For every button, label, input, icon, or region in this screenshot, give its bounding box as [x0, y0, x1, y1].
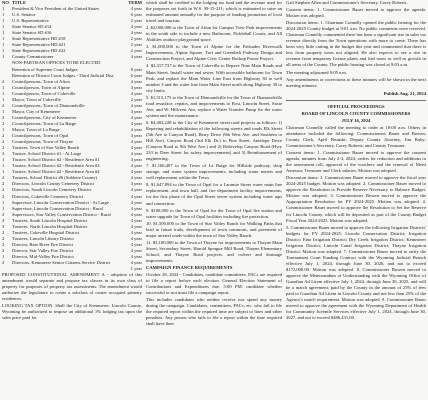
office-term: 4 year: [130, 247, 142, 253]
office-term: 4 year: [130, 163, 142, 169]
office-term: 4 year: [130, 30, 142, 36]
proceedings-heading: OFFICIAL PROCEEDINGS: [327, 103, 385, 109]
office-count: 2: [2, 181, 5, 187]
office-term: 4 year: [130, 211, 142, 217]
paragraph: Gail Stephen Allen and Commissioner's Secretary, Corey Roberts.: [286, 0, 408, 5]
office-title: Trustees, Lincoln Library District: [12, 235, 74, 241]
office-term: 4 year: [130, 229, 142, 235]
office-count: 2: [2, 241, 5, 247]
office-title: Trustees, North Lincoln Hospital District: [12, 223, 88, 229]
office-count: 1: [2, 96, 5, 102]
office-term: 4 year: [130, 235, 142, 241]
office-title: Councilpersons, Town of Diamondville: [12, 102, 85, 108]
office-term: 4 year: [130, 187, 142, 193]
office-title: Supervisor, Lincoln Conservation District - At Large: [12, 199, 109, 205]
office-title: Directors, Lincoln County Cemetery District: [12, 181, 95, 187]
header-no: NO: [2, 0, 9, 5]
office-title: Supervisor, Lincoln Conservation District - Rural: [12, 205, 103, 211]
office-count: 1: [2, 199, 5, 205]
office-title: U.S. Representative: [12, 18, 49, 24]
office-count: 1: [2, 6, 5, 12]
office-title: Directors, South Lincoln Cemetery District: [12, 187, 92, 193]
office-term: 4 year: [130, 175, 142, 181]
office-term: 4 year: [130, 199, 142, 205]
office-count: 2: [2, 193, 5, 199]
office-count: 1: [2, 24, 5, 30]
office-title: State Representative HD #18: [12, 36, 66, 42]
office-count: 1: [2, 90, 5, 96]
header-term: TERM: [128, 0, 142, 5]
header-title: TITLE: [12, 0, 27, 5]
office-title: Director, Mid-Valley Fire District: [12, 253, 74, 259]
office-count: 2: [2, 187, 5, 193]
office-title: Councilpersons, Town of La Barge: [12, 120, 77, 126]
office-term: 4 year: [130, 253, 142, 259]
office-title: U.S. Senator: [12, 12, 36, 18]
office-count: 2: [2, 78, 5, 84]
meeting-date: JULY 16, 2024: [341, 117, 371, 123]
paragraph: which shall be credited to the lodging tax fund and the revenue used for the purposes set forth in W.S. 39-15-211; which is estimated to raise an estimated amount annually for the purpose of funding promotion of local travel and tourism.: [146, 0, 282, 24]
office-count: 1: [2, 42, 5, 48]
office-title: Councilpersons, Town of Afton: [12, 78, 70, 84]
paragraph: 5. $1,515,175 to the Town of Diamondville for the Town of Diamondville road resurface, repairs, and improvements to First, Lincoln Street, Susie Ave, and W. Hillcrest Ave, replace a Water Transfer Pump for the water system and fire maintenance.: [146, 94, 282, 118]
office-title: Trustees, Town of Star Valley Ranch: [12, 145, 80, 151]
office-title: Director, Star Valley Fire District: [12, 247, 74, 253]
office-title: State Senator SD #14: [12, 24, 52, 30]
office-term: 4 year: [130, 108, 142, 114]
amendment-paragraph: PROPOSED CONSTITUTIONAL AMENDMENT A - adoption of this amendment would separate and propose tax classes in its own class of property for purposes of property tax assessments. The amendment would authorize the legislature to create a subclass of owner occupied primary residences.: [2, 272, 142, 302]
office-term: 4 year: [130, 260, 142, 266]
office-count: 2: [2, 175, 5, 181]
office-count: 2: [2, 260, 5, 266]
office-term: 4 year: [130, 120, 142, 126]
office-title: Trustee, School District #2 - Residence Area #3: [12, 163, 100, 169]
paragraph: 7. $1,166,487 to the Town of La Barge for Hillside pathway, shop storage, and water system improvements, including water meters and well replacement within the Town.: [146, 163, 282, 181]
office-count: 2: [2, 139, 5, 145]
office-title: NON-PARTISAN OFFICES TO BE ELECTED: [12, 60, 101, 66]
office-title: Councilpersons, Town of Opal: [12, 133, 69, 139]
office-title: Trustees, South Lincoln Hospital District: [12, 217, 88, 223]
paragraph: 9. $100,000 to the Town of Opal for the Town of Opal fire station and water upgrade for Town of Opal facilities including fire protection.: [146, 207, 282, 219]
paragraph: October 28, 2024 - Candidates, candidate committees, PACs are required to file a report before each election. General Election Statement of Contributions and Expenditures due. 5:00 PM, candidate whether successful or not must file a campaign report.: [146, 272, 282, 296]
office-title: State Representative HD #21: [12, 42, 66, 48]
office-term: 4 year: [130, 102, 142, 108]
office-count: 1: [2, 48, 5, 54]
office-term: 4 year: [130, 6, 142, 12]
office-title: President & Vice President of the United States: [12, 6, 100, 12]
office-term: 6 year: [130, 12, 142, 18]
paragraph: Consent items: 1. Commissioner Bauer moved to approve the consent agenda, minutes from July 2-3, 2024, orders for reduction and additions to the assessment roll, approval of the vouchers and the renewal of Merit Assessor, Treasurer and Clerk salaries. Motion was adopted.: [286, 150, 426, 174]
office-term: 4 year: [130, 169, 142, 175]
office-term: 4 year: [130, 181, 142, 187]
office-count: 1: [2, 169, 5, 175]
section-heading: CAMPAIGN FINANCE REQUIREMENTS: [146, 264, 233, 270]
office-title: Directors, Kemmerer Senior Citizens Service District: [12, 260, 111, 266]
office-count: 1: [2, 30, 5, 36]
office-term: 2 year: [130, 42, 142, 48]
office-count: 1: [2, 12, 5, 18]
office-count: 1: [2, 18, 5, 24]
paragraph: The meeting adjourned 9:05 a.m.: [286, 69, 347, 75]
office-count: 3: [2, 217, 5, 223]
office-count: 2: [2, 102, 5, 108]
office-title: Trustee, School District #1 - At Large: [12, 151, 82, 157]
column-3: [286, 0, 426, 400]
office-term: 4 year: [130, 114, 142, 120]
office-term: 2 year: [130, 18, 142, 24]
office-term: 4 year: [130, 193, 142, 199]
office-title: State Senator SD #16: [12, 30, 52, 36]
office-term: 1 year: [130, 266, 142, 272]
office-count: 2: [2, 114, 5, 120]
paragraph: 3. $1,000,000 to the Town of Alpine for the Palisades Riverwalk Improvements, Alpine Square, Turf and Greenbelt Pathway Design and Construction Project, and Alpine Civic Center Backup Power Project.: [146, 44, 282, 62]
office-title: Mayor, Town of La Barge: [12, 126, 60, 132]
office-term: 4 year: [130, 78, 142, 84]
office-term: 4 year: [130, 241, 142, 247]
office-title: Councilperson, Town of Alpine: [12, 84, 70, 90]
paragraph: 10. $1,500,000 to the Town of Star Valley Ranch for Walking Paths that lead to future trails, development of town commons, and pavement of major arterial roads within the town of Star Valley Ranch.: [146, 220, 282, 238]
paragraph: 2. $2,000,000 to the Town of Afton for Campus View Park improvements in the south side to include a new Bathroom, Pickleball Courts, and All Abilities outdoor playground space.: [146, 25, 282, 43]
paragraph: 4. $3,317,737 to the Town of Cokeville to Repave Nine Main Roads and Main Street. Install water and sewer. With accessible bathroom for Town Park, and replace the Main Water Line East from Highway 30 to well number 3 and the water line from Main Street north along Highway 30 to city limits.: [146, 63, 282, 93]
office-count: 2: [2, 235, 5, 241]
office-title: County Commissioner: [12, 54, 54, 60]
divider: [286, 100, 426, 101]
office-title: Mayor, City of Kemmerer: [12, 108, 61, 114]
paragraph: Discussion items: 1. Commissioner Bauer moved to approve the fiscal year 2024-2025 budget. Motion was adopted. 2. Commissioner Bauer moved to approve the Resolution to Provide Reserve Necessary to Balance Budget. Motion was adopted. 3. Commissioner Bowen moved to approve the Appropriation Resolution for FY 2024-2025. Motion was adopted. 4. Commissioner Bauer moved to approve the Resolution to Set the Reserve for Lincoln County, which will be deposited as part of the County Budget Fiscal Year 2024-2025. Motion was adopted.: [286, 175, 426, 223]
office-count: 2: [2, 229, 5, 235]
office-count: 1: [2, 108, 5, 114]
lodging-tax-paragraph: LOOKING TAX OPTION. Shall the City of Kemmerer, Lincoln County, Wyoming be authorized to impose an additional 1% lodging tax upon the sales price paid for: [2, 303, 142, 321]
paragraph: This includes candidates who neither receive nor spend any money during the campaign. Candidates, committees, PACs, etc. who fail to file the required report within the required time are subject to fines and other penalties. Any person who fails to file a report within the time required shall have their: [146, 297, 282, 327]
office-term: 4 year: [130, 145, 142, 151]
office-title: Councilpersons, City of Kemmerer: [12, 114, 77, 120]
office-title: Trustees, Cokeville Hospital District: [12, 229, 80, 235]
office-term: 4 year: [130, 90, 142, 96]
office-term: 4 year: [130, 54, 142, 60]
office-title: Trustee, School District #2 - Residence Area #1: [12, 157, 100, 163]
office-count: 2: [2, 133, 5, 139]
office-term: 2 year: [130, 48, 142, 54]
office-count: 1: [2, 36, 5, 42]
column-2: [146, 0, 282, 400]
office-term: 4 year: [130, 151, 142, 157]
office-term: 4 year: [130, 217, 142, 223]
office-title: Retention of Supreme Court Judges: [12, 66, 78, 72]
office-term: 6 year: [130, 72, 142, 78]
office-count: 1: [2, 84, 5, 90]
paragraph: 11. $3,100,000 to the Town of Thayne for improvements to Thayne Main Street, Secondary Street, Harold Sprague Mill Road, Thayne Elementary School, and Thayne Road projects, and culvert and drainage improvements.: [146, 239, 282, 263]
office-count: 1: [2, 205, 5, 211]
office-term: 4 year: [130, 24, 142, 30]
offices-table: [2, 6, 142, 272]
paragraph: Consent items: 1. Commissioner Bauer moved to approve the agenda. Motion was adopted.: [286, 7, 426, 19]
column-1: [2, 0, 142, 400]
office-term: 4 year: [130, 205, 142, 211]
office-title: Mayor, Town of Cokeville: [12, 96, 61, 102]
office-count: 2: [2, 120, 5, 126]
office-count: 1: [2, 157, 5, 163]
office-title: Retention of District Court Judges - Third Judicial Dist.: [12, 72, 115, 78]
office-term: 4 year: [130, 133, 142, 139]
office-term: 4 year: [130, 84, 142, 90]
office-count: 2: [2, 211, 5, 217]
office-title: Councilpersons, Town of Thayne: [12, 139, 74, 145]
office-count: 1: [2, 54, 5, 60]
office-title: State Representative HD #22: [12, 48, 66, 54]
office-count: 2: [2, 145, 5, 151]
paragraph: 5. Commissioner Bauer moved to approve the following Irrigation Districts' budgets for FY 2024-2025: Lincoln Conservation District; Irrigation District; Etna Irrigation District; Dry Creek Irrigation District; Kemmerer Irrigation District; Lincoln Canal Irrigation District; Thayne Irrigation District. Motion was adopted. 7. Commissioner Bauer moved to ratify the Tournament Court Funding Contract with the Wyoming Judicial Branch effective July 1, 2024, through June 30, 2026, and not to exceed $172,000.00. Motion was adopted. 8. Commissioner Bowen moved to approve the Memorandum of Understanding with the Wyoming Office of Guardian Ad Litem effective July 1, 2024, through June 30, 2025, and will be a match agreement, paid by the County in the amount of 25% of fees paid to Guardian Ad Litem in Lincoln County and not less than 25% of the Agency's match requirement. Motion was adopted. 9. Commissioner Bauer moved to approve the agreement with the Wyoming Department of Health for Community Juvenile Services effective July 1, 2024, through June 30, 2027, and not to exceed $486,431.00.: [286, 224, 426, 321]
paragraph: 6. $4,402,228 to the City of Kemmerer street road projects as follows: 1) Repaving and rehabilitation of the following streets and roads Elk Street (5th Ave to Canyon Road), Berry Drive (9th West Ave. and Southern to Hill Ave), Canyon Road (3rd Elk Dr.) to Pine Street, Antelope Drive (Canyon Road to 9th West Ave.) and 2) Redevelop Canyon Road (Hwy 233 to Deer Street for safety improvements) and 3) Reimbursement of engineering.: [146, 119, 282, 162]
office-title: Supervisors, Star Valley Conservation District - Rural: [12, 211, 111, 217]
office-term: 2 year: [130, 96, 142, 102]
office-term: 8 year: [130, 66, 142, 72]
office-count: 1: [2, 126, 5, 132]
board-heading: BOARD OF LINCOLN COUNTY COMMISSIONERS: [301, 110, 411, 116]
office-count: 1: [2, 163, 5, 169]
office-count: 3: [2, 151, 5, 157]
office-term: 2 year: [130, 36, 142, 42]
office-term: 4 year: [130, 157, 142, 163]
office-title: Trustees, School District #6 (Sublette County): [12, 175, 98, 181]
office-term: 4 year: [130, 126, 142, 132]
publish-date: Publish Aug. 21, 2024: [383, 90, 426, 96]
office-term: 4 year: [130, 139, 142, 145]
office-title: Directors, Cokeville Cemetery District: [12, 193, 84, 199]
office-title: Councilperson, Town of Cokeville: [12, 90, 76, 96]
paragraph: Discussion items: 1. Chairman Connelly opened the public hearing for the 2024-2025 County budget at 9:01 a.m. No public comments were received. Chairman Connelly commented there has been a significant rise in sales tax revenue directly from the Town operations with more to come. There has been very little cutting in the budget this year and commented that there is less from property taxes not aligned. He also expects to see a rise in revenue from temporary license plates and fuel taxes as well as growth in all areas of the County. The public hearing was closed at 9:03 a.m.: [286, 20, 426, 68]
paragraph: Any amendments or corrections to these minutes will be shown in the next meeting minutes.: [286, 76, 426, 88]
office-term: 4 year: [130, 223, 142, 229]
office-count: 1: [2, 253, 5, 259]
office-count: 2: [2, 247, 5, 253]
office-count: 3: [2, 223, 5, 229]
office-title: Director, Bear River Fire District: [12, 241, 73, 247]
paragraph: Chairman Connelly called the meeting to order at 10:00 a.m. Others in attendance included the following: Commissioners Bauer and Bowen; County Clerk, April Brunski; Deputy County Attorney, Jim Ruby; Commissioner's Secretary, Corey Roberts; and County Treasurer.: [286, 124, 426, 148]
office-title: Trustee, School District #2 - Residence Area #4: [12, 169, 100, 175]
paragraph: 8. $1,647,894 to the Town of Opal for a Laramie Street water main line replacement, and town hall, and fire department facility improvements, for the first phase of the Opal Street sewer system including water taps and connection.: [146, 182, 282, 206]
